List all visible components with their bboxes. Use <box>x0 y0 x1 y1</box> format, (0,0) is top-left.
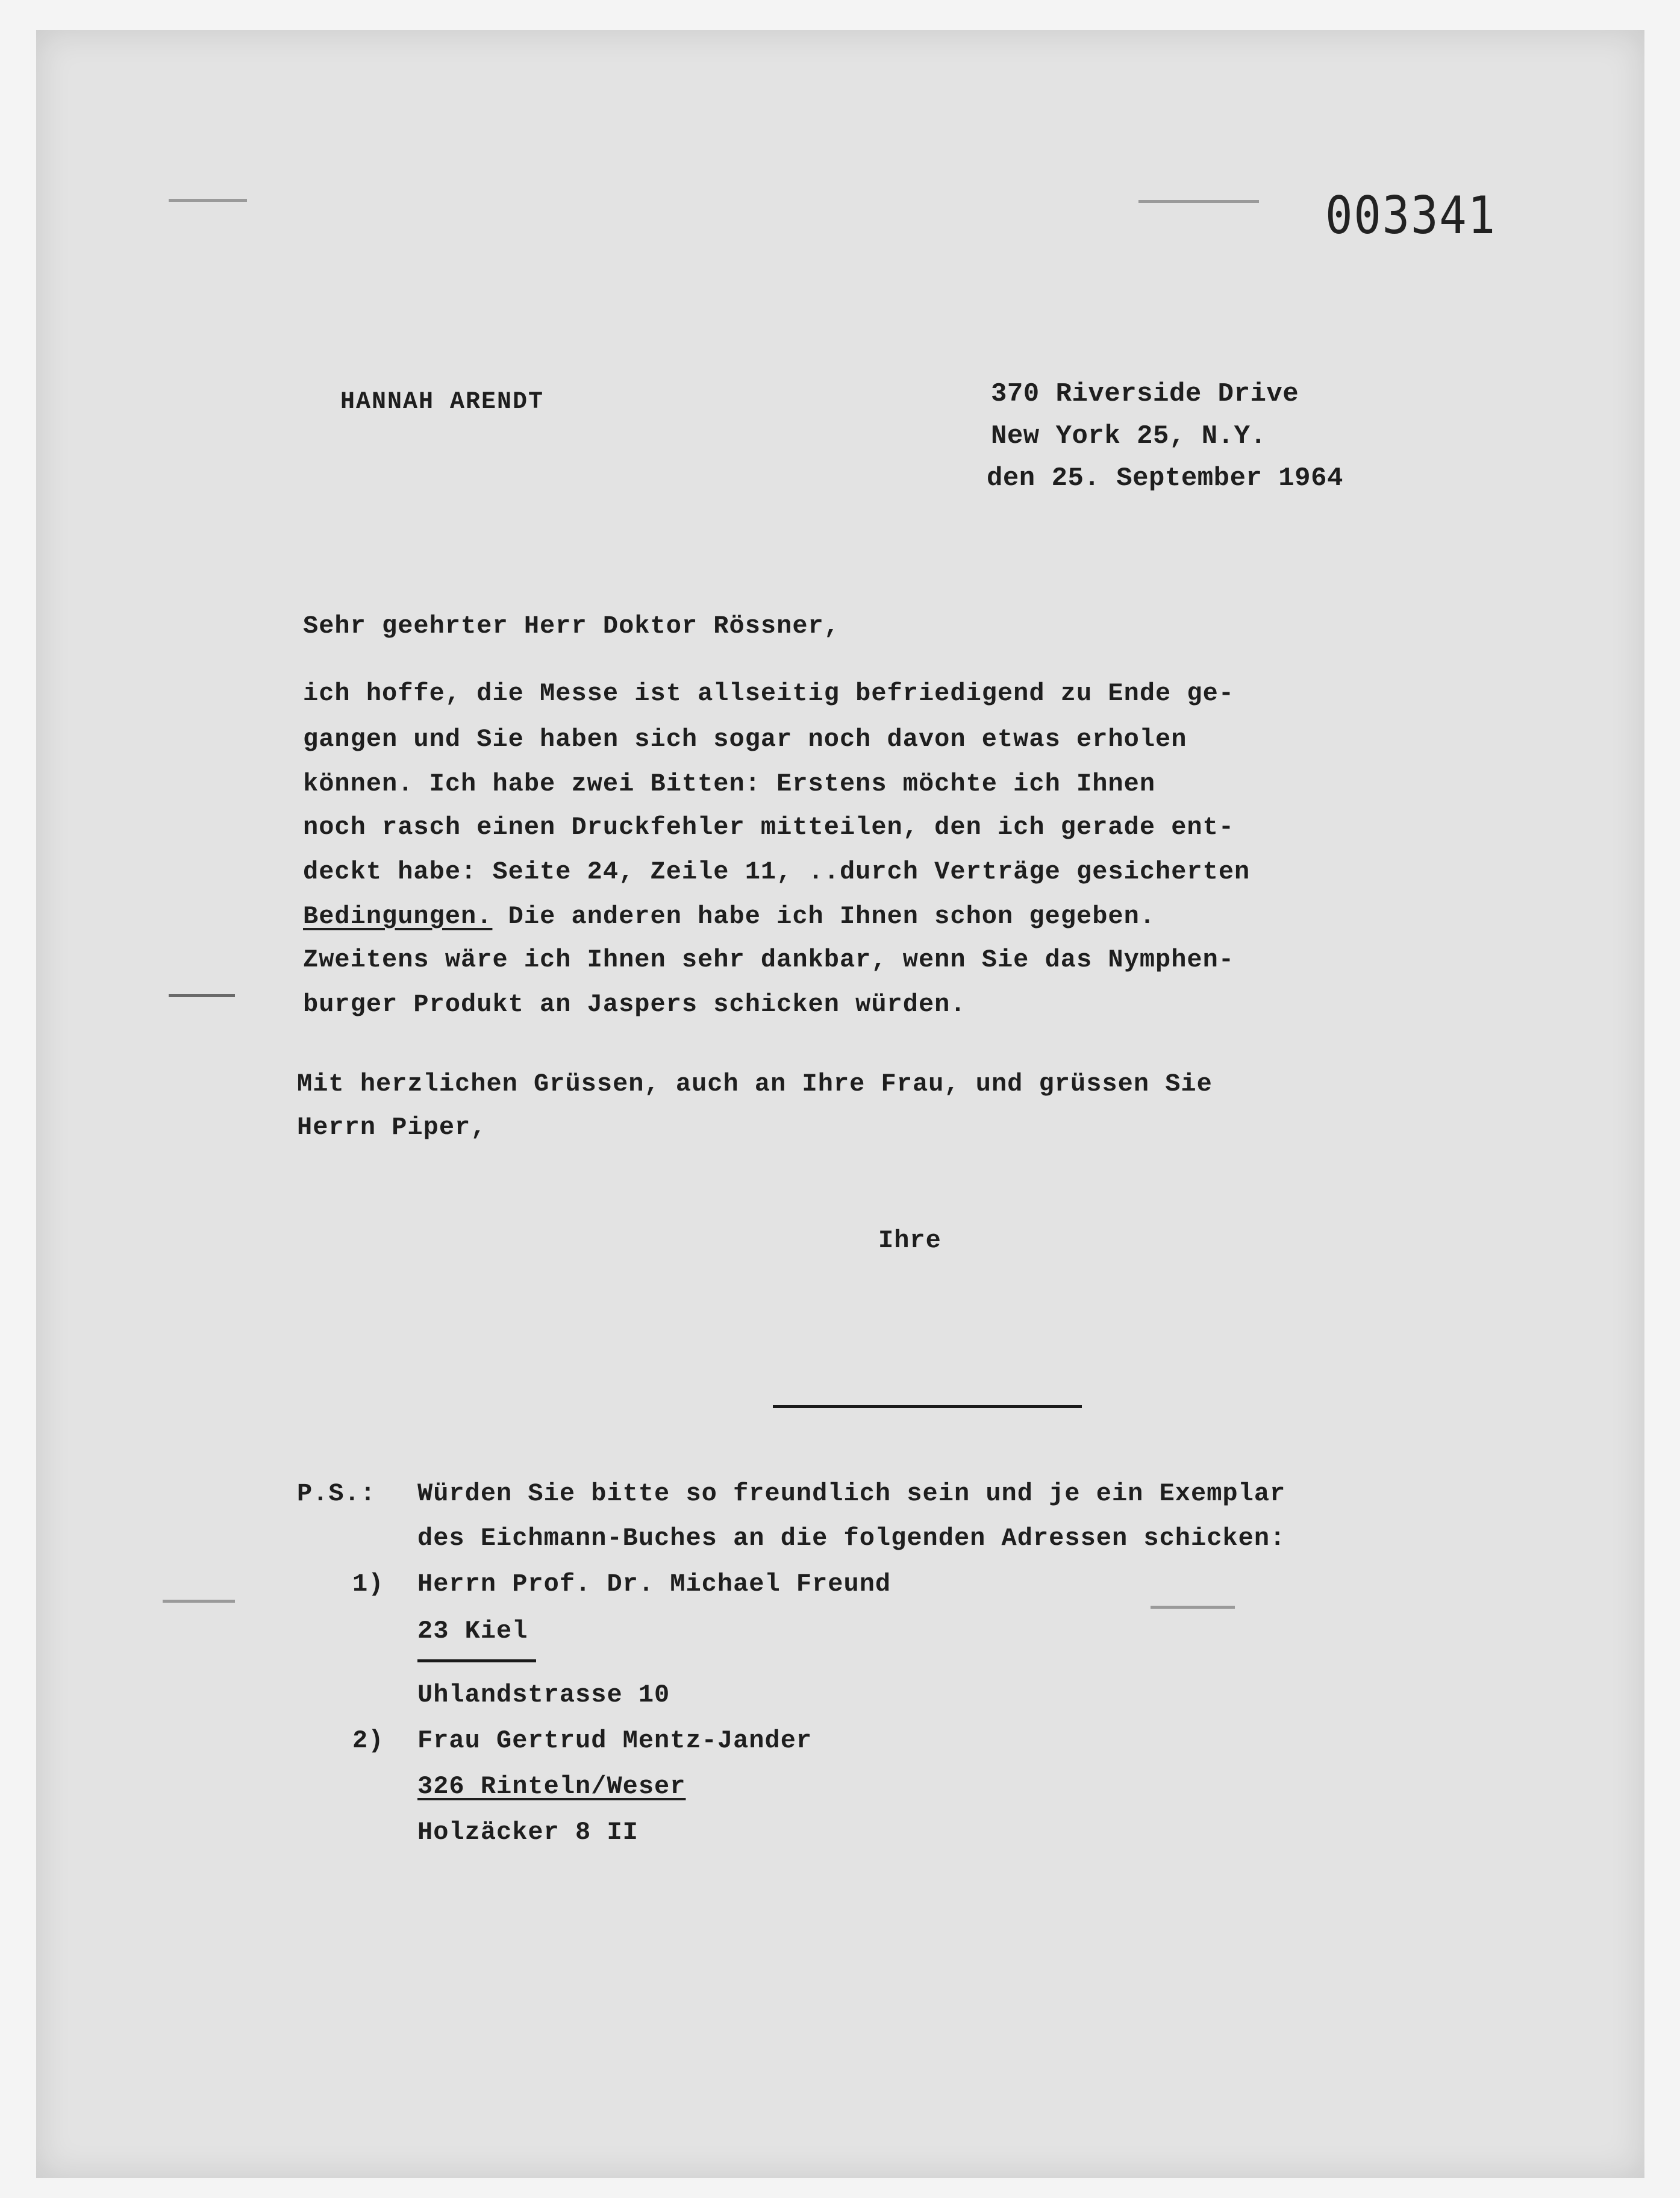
city-underline <box>417 1659 536 1662</box>
salutation: Sehr geehrter Herr Doktor Rössner, <box>303 612 840 640</box>
underlined-word: Bedingungen. <box>303 902 493 931</box>
body-line-underlined-word <box>303 904 1155 929</box>
body-line: burger Produkt an Jaspers schicken würden. <box>303 990 966 1019</box>
ps-line: Würden Sie bitte so freundlich sein und je ein Exemplar <box>417 1479 1286 1508</box>
recipient-city: 326 Rinteln/Weser <box>417 1772 686 1801</box>
body-line: noch rasch einen Druckfehler mitteilen, den ich gerade ent- <box>303 813 1235 842</box>
body-line: deckt habe: Seite 24, Zeile 11, ..durch Verträge gesicherten <box>303 857 1251 886</box>
body-line: können. Ich habe zwei Bitten: Erstens möchte ich Ihnen <box>303 769 1156 798</box>
body-line-rest: Die anderen habe ich Ihnen schon gegeben. <box>508 902 1156 931</box>
recipient-street: Uhlandstrasse 10 <box>417 1680 670 1709</box>
recipient-city: 23 Kiel <box>417 1617 528 1645</box>
body-line: gangen und Sie haben sich sogar noch davon etwas erholen <box>303 725 1187 754</box>
ps-line: des Eichmann-Buches an die folgenden Adressen schicken: <box>417 1524 1286 1553</box>
closing-line: Herrn Piper, <box>297 1113 487 1142</box>
letter-page <box>36 30 1644 2178</box>
scan-mark <box>1138 200 1259 203</box>
sender-name: HANNAH ARENDT <box>340 389 545 416</box>
closing-line: Mit herzlichen Grüssen, auch an Ihre Frau, und grüssen Sie <box>297 1069 1213 1098</box>
recipient-number: 1) <box>352 1570 384 1598</box>
body-line: ich hoffe, die Messe ist allseitig befriedigend zu Ende ge- <box>303 679 1235 708</box>
signoff: Ihre <box>878 1226 941 1255</box>
recipient-number: 2) <box>352 1726 384 1755</box>
body-line: Zweitens wäre ich Ihnen sehr dankbar, wenn Sie das Nymphen- <box>303 945 1235 974</box>
recipient-name: Herrn Prof. Dr. Michael Freund <box>417 1570 892 1598</box>
address-city: New York 25, N.Y. <box>991 421 1267 451</box>
address-street: 370 Riverside Drive <box>991 379 1299 409</box>
recipient-street: Holzäcker 8 II <box>417 1818 639 1847</box>
recipient-name: Frau Gertrud Mentz-Jander <box>417 1726 813 1755</box>
scan-mark <box>169 199 247 202</box>
letter-date: den 25. September 1964 <box>987 463 1343 493</box>
archive-number-stamp: 003341 <box>1325 186 1496 246</box>
signature-line <box>773 1405 1082 1408</box>
scan-mark <box>169 994 235 997</box>
ps-label: P.S.: <box>297 1479 376 1508</box>
scan-mark <box>163 1600 235 1603</box>
scan-mark <box>1151 1606 1235 1609</box>
